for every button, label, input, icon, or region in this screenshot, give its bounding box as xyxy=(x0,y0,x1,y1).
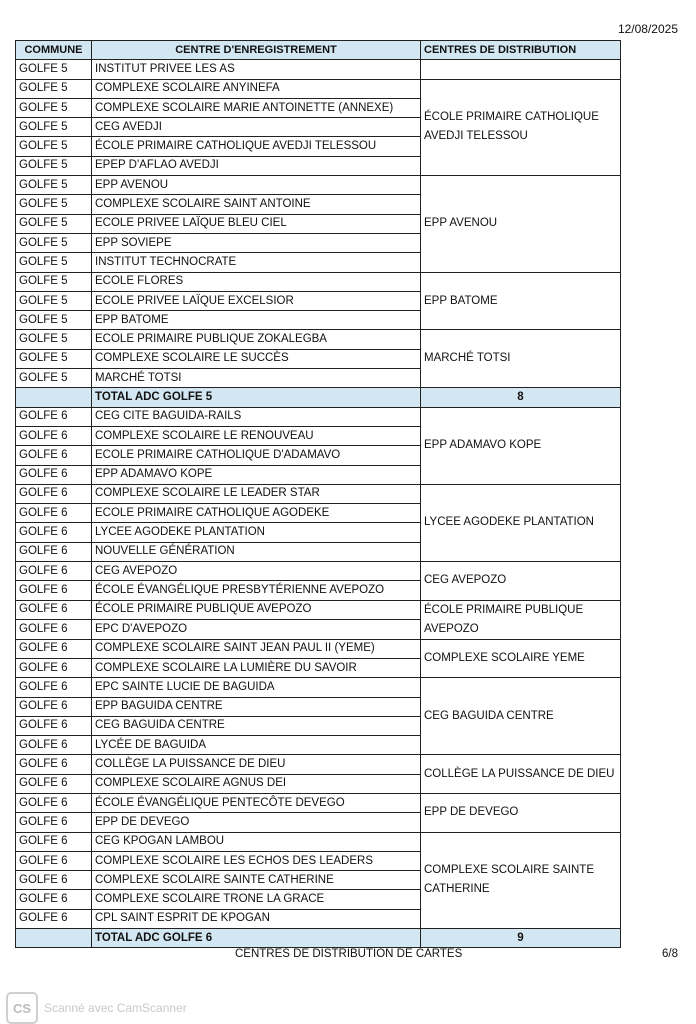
table-row xyxy=(16,407,621,426)
column-header-commune: COMMUNE xyxy=(16,41,92,60)
distribution-centre-cell: CEG AVEPOZO xyxy=(421,562,621,601)
registration-table xyxy=(15,40,621,948)
commune-cell: GOLFE 6 xyxy=(16,755,92,774)
registration-centre-cell: COMPLEXE SCOLAIRE LE SUCCÈS xyxy=(92,349,421,368)
camscanner-logo-icon: CS xyxy=(6,992,38,1024)
table-row xyxy=(16,272,621,291)
registration-centre-cell: ÉCOLE ÉVANGÉLIQUE PENTECÔTE DEVEGO xyxy=(92,793,421,812)
commune-cell: GOLFE 6 xyxy=(16,504,92,523)
commune-cell: GOLFE 5 xyxy=(16,233,92,252)
commune-cell: GOLFE 5 xyxy=(16,349,92,368)
table-row xyxy=(16,600,621,620)
registration-centre-cell: EPP AVENOU xyxy=(92,176,421,195)
commune-cell: GOLFE 6 xyxy=(16,832,92,851)
total-label: TOTAL ADC GOLFE 5 xyxy=(92,388,421,407)
registration-centre-cell: COMPLEXE SCOLAIRE SAINT ANTOINE xyxy=(92,195,421,214)
commune-cell: GOLFE 6 xyxy=(16,736,92,755)
distribution-centre-cell: LYCEE AGODEKE PLANTATION xyxy=(421,484,621,561)
commune-cell: GOLFE 6 xyxy=(16,620,92,640)
registration-centre-cell: COMPLEXE SCOLAIRE LE RENOUVEAU xyxy=(92,426,421,445)
commune-cell: GOLFE 6 xyxy=(16,523,92,542)
commune-cell: GOLFE 5 xyxy=(16,118,92,137)
column-header-centres-distribution: CENTRES DE DISTRIBUTION xyxy=(421,41,621,60)
registration-centre-cell: LYCÉE DE BAGUIDA xyxy=(92,736,421,755)
document-date: 12/08/2025 xyxy=(617,22,678,36)
commune-cell: GOLFE 6 xyxy=(16,562,92,581)
registration-centre-cell: COMPLEXE SCOLAIRE ANYINEFA xyxy=(92,79,421,98)
registration-centre-cell: EPP BAGUIDA CENTRE xyxy=(92,697,421,716)
commune-cell: GOLFE 6 xyxy=(16,793,92,812)
table-row xyxy=(16,79,621,98)
distribution-centre-cell: COMPLEXE SCOLAIRE YEME xyxy=(421,639,621,678)
footer-caption: CENTRES DE DISTRIBUTION DE CARTES xyxy=(235,948,463,960)
registration-centre-cell: CPL SAINT ESPRIT DE KPOGAN xyxy=(92,909,421,928)
registration-centre-cell: COMPLEXE SCOLAIRE SAINT JEAN PAUL II (YEME) xyxy=(92,639,421,658)
registration-centre-cell: CEG AVEDJI xyxy=(92,118,421,137)
commune-cell: GOLFE 5 xyxy=(16,311,92,330)
camscanner-text: Scanné avec CamScanner xyxy=(44,1001,187,1015)
commune-cell: GOLFE 6 xyxy=(16,813,92,832)
distribution-centre-cell: EPP AVENOU xyxy=(421,176,621,272)
registration-centre-cell: ÉCOLE ÉVANGÉLIQUE PRESBYTÉRIENNE AVEPOZO xyxy=(92,581,421,600)
registration-centre-cell: INSTITUT PRIVEE LES AS xyxy=(92,60,421,79)
commune-cell: GOLFE 6 xyxy=(16,851,92,870)
distribution-centre-cell: ÉCOLE PRIMAIRE PUBLIQUE AVEPOZO xyxy=(421,600,621,639)
commune-cell: GOLFE 5 xyxy=(16,98,92,117)
commune-cell: GOLFE 6 xyxy=(16,426,92,445)
commune-cell: GOLFE 5 xyxy=(16,137,92,156)
commune-cell: GOLFE 6 xyxy=(16,639,92,658)
commune-cell: GOLFE 5 xyxy=(16,60,92,79)
registration-centre-cell: ECOLE FLORES xyxy=(92,272,421,291)
commune-cell: GOLFE 6 xyxy=(16,716,92,735)
total-row xyxy=(16,929,621,948)
registration-centre-cell: CEG KPOGAN LAMBOU xyxy=(92,832,421,851)
registration-centre-cell: ÉCOLE PRIMAIRE PUBLIQUE AVEPOZO xyxy=(92,600,421,620)
registration-centre-cell: EPP SOVIEPE xyxy=(92,233,421,252)
registration-centre-cell: CEG CITE BAGUIDA-RAILS xyxy=(92,407,421,426)
commune-cell: GOLFE 6 xyxy=(16,658,92,677)
table-row xyxy=(16,793,621,812)
commune-cell: GOLFE 5 xyxy=(16,195,92,214)
commune-cell: GOLFE 6 xyxy=(16,407,92,426)
registration-centre-cell: EPP DE DEVEGO xyxy=(92,813,421,832)
registration-centre-cell: EPP ADAMAVO KOPE xyxy=(92,465,421,484)
column-header-centre-enregistrement: CENTRE D'ENREGISTREMENT xyxy=(92,41,421,60)
commune-cell: GOLFE 6 xyxy=(16,484,92,503)
table-row xyxy=(16,484,621,503)
commune-cell: GOLFE 5 xyxy=(16,272,92,291)
distribution-centre-cell: COLLÈGE LA PUISSANCE DE DIEU xyxy=(421,755,621,794)
commune-cell: GOLFE 6 xyxy=(16,697,92,716)
camscanner-watermark xyxy=(6,992,187,1024)
registration-centre-cell: ÉCOLE PRIMAIRE CATHOLIQUE AVEDJI TELESSOU xyxy=(92,137,421,156)
distribution-centre-cell: EPP BATOME xyxy=(421,272,621,330)
page-number: 6/8 xyxy=(662,948,678,960)
commune-cell: GOLFE 5 xyxy=(16,176,92,195)
table-row xyxy=(16,176,621,195)
registration-centre-cell: COMPLEXE SCOLAIRE TRONE LA GRACE xyxy=(92,890,421,909)
registration-centre-cell: NOUVELLE GÉNÉRATION xyxy=(92,542,421,561)
commune-cell: GOLFE 6 xyxy=(16,542,92,561)
table-row xyxy=(16,330,621,349)
registration-centre-cell: EPC SAINTE LUCIE DE BAGUIDA xyxy=(92,678,421,697)
commune-cell: GOLFE 5 xyxy=(16,214,92,233)
registration-centre-cell: ECOLE PRIMAIRE PUBLIQUE ZOKALEGBA xyxy=(92,330,421,349)
registration-centre-cell: COMPLEXE SCOLAIRE MARIE ANTOINETTE (ANNEXE) xyxy=(92,98,421,117)
registration-centre-cell: ECOLE PRIVEE LAÏQUE BLEU CIEL xyxy=(92,214,421,233)
registration-centre-cell: MARCHÉ TOTSI xyxy=(92,369,421,388)
registration-centre-cell: COMPLEXE SCOLAIRE SAINTE CATHERINE xyxy=(92,871,421,890)
registration-centre-cell: INSTITUT TECHNOCRATE xyxy=(92,253,421,272)
commune-cell: GOLFE 5 xyxy=(16,330,92,349)
distribution-centre-cell: ÉCOLE PRIMAIRE CATHOLIQUE AVEDJI TELESSOU xyxy=(421,79,621,175)
registration-centre-cell: ECOLE PRIMAIRE CATHOLIQUE D'ADAMAVO xyxy=(92,446,421,465)
distribution-centre-cell: EPP DE DEVEGO xyxy=(421,793,621,832)
total-label: TOTAL ADC GOLFE 6 xyxy=(92,929,421,948)
commune-cell: GOLFE 5 xyxy=(16,79,92,98)
registration-centre-cell: ECOLE PRIVEE LAÏQUE EXCELSIOR xyxy=(92,291,421,310)
commune-cell: GOLFE 5 xyxy=(16,369,92,388)
registration-centre-cell: CEG AVEPOZO xyxy=(92,562,421,581)
registration-centre-cell: EPP BATOME xyxy=(92,311,421,330)
commune-cell: GOLFE 6 xyxy=(16,600,92,620)
commune-cell: GOLFE 6 xyxy=(16,774,92,793)
commune-cell: GOLFE 6 xyxy=(16,446,92,465)
commune-cell: GOLFE 6 xyxy=(16,581,92,600)
commune-cell: GOLFE 6 xyxy=(16,465,92,484)
distribution-centre-cell: COMPLEXE SCOLAIRE SAINTE CATHERINE xyxy=(421,832,621,928)
table-row xyxy=(16,562,621,581)
registration-centre-cell: LYCEE AGODEKE PLANTATION xyxy=(92,523,421,542)
registration-centre-cell: COMPLEXE SCOLAIRE LE LEADER STAR xyxy=(92,484,421,503)
commune-cell: GOLFE 6 xyxy=(16,909,92,928)
commune-cell: GOLFE 5 xyxy=(16,291,92,310)
registration-centre-cell: COMPLEXE SCOLAIRE AGNUS DEI xyxy=(92,774,421,793)
commune-cell: GOLFE 5 xyxy=(16,253,92,272)
registration-centre-cell: CEG BAGUIDA CENTRE xyxy=(92,716,421,735)
distribution-centre-cell: MARCHÉ TOTSI xyxy=(421,330,621,388)
commune-cell: GOLFE 6 xyxy=(16,678,92,697)
total-commune-cell xyxy=(16,388,92,407)
distribution-centre-cell: EPP ADAMAVO KOPE xyxy=(421,407,621,484)
registration-centre-cell: COMPLEXE SCOLAIRE LA LUMIÈRE DU SAVOIR xyxy=(92,658,421,677)
table-row xyxy=(16,678,621,697)
registration-centre-cell: COLLÈGE LA PUISSANCE DE DIEU xyxy=(92,755,421,774)
table-header-row xyxy=(16,41,621,60)
table-row xyxy=(16,639,621,658)
table-body xyxy=(16,60,621,948)
distribution-centre-cell: CEG BAGUIDA CENTRE xyxy=(421,678,621,755)
total-row xyxy=(16,388,621,407)
table-row xyxy=(16,832,621,851)
registration-centre-cell: COMPLEXE SCOLAIRE LES ECHOS DES LEADERS xyxy=(92,851,421,870)
table-row xyxy=(16,755,621,774)
registration-centre-cell: EPC D'AVEPOZO xyxy=(92,620,421,640)
commune-cell: GOLFE 6 xyxy=(16,871,92,890)
registration-centre-cell: EPEP D'AFLAO AVEDJI xyxy=(92,156,421,175)
total-value: 9 xyxy=(421,929,621,948)
table-row xyxy=(16,60,621,79)
total-value: 8 xyxy=(421,388,621,407)
commune-cell: GOLFE 5 xyxy=(16,156,92,175)
commune-cell: GOLFE 6 xyxy=(16,890,92,909)
registration-centre-cell: ECOLE PRIMAIRE CATHOLIQUE AGODEKE xyxy=(92,504,421,523)
distribution-centre-cell xyxy=(421,60,621,79)
total-commune-cell xyxy=(16,929,92,948)
